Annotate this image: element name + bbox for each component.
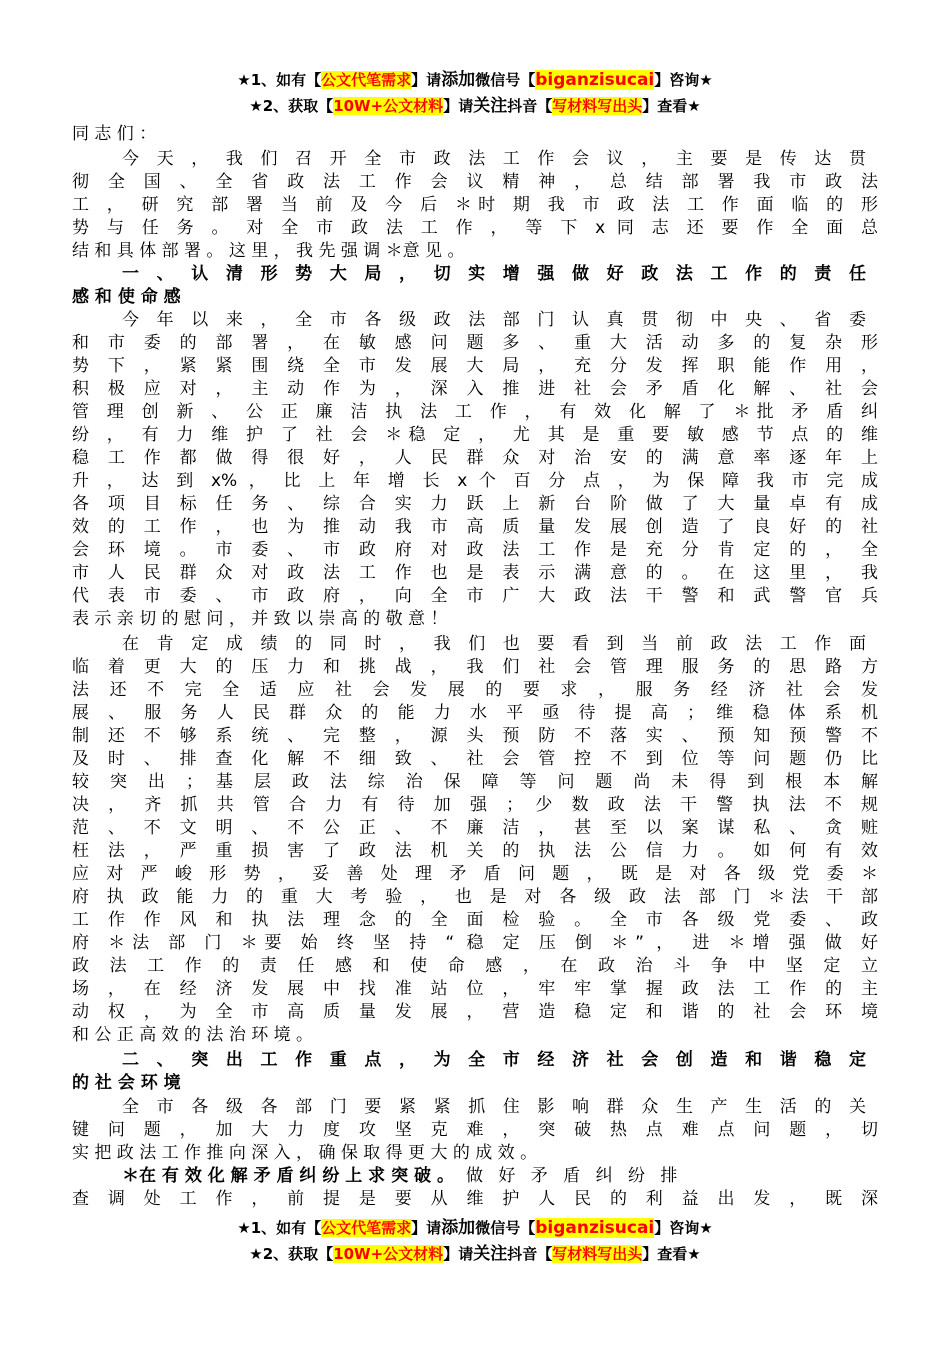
banner-text: 】咨询★ [654,1219,713,1237]
banner-text: ★2、获取【 [249,1245,334,1263]
body-line: 势 下 ， 紧 紧 围 绕 全 市 发 展 大 局 ， 充 分 发 挥 职 能 作 用 ， [72,356,878,376]
body-line: 府 ＊法 部 门 ＊要 始 终 坚 持 “ 稳 定 压 倒 ＊” ， 进 ＊增 强 做 好 [72,933,878,953]
body-line: 纷 ， 有 力 维 护 了 社 会 ＊稳 定 ， 尤 其 是 重 要 敏 感 节 点 的 维 [72,425,878,445]
body-line: 工 作 作 风 和 执 法 理 念 的 全 面 检 验 。 全 市 各 级 党 委 、 政 [72,910,878,930]
banner-emphasis: 添加 [441,1218,476,1238]
banner-highlight: 10W+公文材料 [333,1245,444,1263]
banner-text: 】请 [443,97,474,115]
banner-text: 微信号【 [475,1219,536,1237]
subheading-bold-run: ＊在 有 效 化 解 矛 盾 纠 纷 上 求 突 破 。 [122,1166,454,1186]
body-line: 结 和 具 体 部 署 。 这 里 ， 我 先 强 调 ＊意 见 。 [72,241,465,261]
banner-emphasis: 关注 [473,96,508,116]
banner-highlight: 写材料写出头 [552,1245,643,1263]
body-line: 展 、 服 务 人 民 群 众 的 能 力 水 平 亟 待 提 高 ； 维 稳 体 系 机 [72,703,878,723]
bottom-banner-line-2 [0,1243,950,1265]
banner-highlight: 公文代笔需求 [321,71,412,89]
section-heading-1-cont: 感 和 使 命 感 [72,287,181,307]
banner-emphasis: 关注 [473,1244,508,1264]
banner-text: 】请 [411,1219,442,1237]
body-line: 决 ， 齐 抓 共 管 合 力 有 待 加 强 ； 少 数 政 法 干 警 执 法 不 规 [72,795,878,815]
body-line: 稳 工 作 都 做 得 很 好 ， 人 民 群 众 对 治 安 的 满 意 率 逐 年 上 [72,448,878,468]
bottom-banner-line-1 [0,1217,950,1239]
banner-text: 】请 [411,71,442,89]
body-line: 各 项 目 标 任 务 、 综 合 实 力 跃 上 新 台 阶 做 了 大 量 卓 有 成 [72,494,878,514]
banner-highlight: 写材料写出头 [552,97,643,115]
banner-text: 】查看★ [642,97,701,115]
body-line: 会 环 境 。 市 委 、 市 政 府 对 政 法 工 作 是 充 分 肯 定 的 ， 全 [72,540,878,560]
body-line: 今 天 ， 我 们 召 开 全 市 政 法 工 作 会 议 ， 主 要 是 传 达 贯 [122,149,866,169]
subheading-line [122,1165,866,1188]
body-line: 查 调 处 工 作 ， 前 提 是 要 从 维 护 人 民 的 利 益 出 发 ， 既 深 [72,1189,878,1209]
banner-text: 】请 [443,1245,474,1263]
body-line: 效 的 工 作 ， 也 为 推 动 我 市 高 质 量 发 展 创 造 了 良 好 的 社 [72,517,878,537]
body-line: 和 市 委 的 部 署 ， 在 敏 感 问 题 多 、 重 大 活 动 多 的 复 杂 形 [72,333,878,353]
top-banner-line-1 [0,69,950,91]
body-line: 彻 全 国 、 全 省 政 法 工 作 会 议 精 神 ， 总 结 部 署 我 市 政 法 [72,172,878,192]
body-line: 积 极 应 对 ， 主 动 作 为 ， 深 入 推 进 社 会 矛 盾 化 解 、 社 会 [72,379,878,399]
section-heading-2-cont: 的 社 会 环 境 [72,1073,181,1093]
body-line: 表 示 亲 切 的 慰 问 ， 并 致 以 崇 高 的 敬 意 ！ [72,609,448,629]
body-line: 制 还 不 够 系 统 、 完 整 ， 源 头 预 防 不 落 实 、 预 知 预 警 不 [72,726,878,746]
banner-highlight: 公文代笔需求 [321,1219,412,1237]
banner-highlight: biganzisucai [535,70,655,90]
banner-text: ★2、获取【 [249,97,334,115]
section-heading-2: 二 、 突 出 工 作 重 点 ， 为 全 市 经 济 社 会 创 造 和 谐 稳 定 [122,1050,866,1070]
banner-highlight: 10W+公文材料 [333,97,444,115]
body-line: 和 公 正 高 效 的 法 治 环 境 。 [72,1025,314,1045]
body-line: 动 权 ， 为 全 市 高 质 量 发 展 ， 营 造 稳 定 和 谐 的 社 会 环 境 [72,1002,878,1022]
body-line: 政 法 工 作 的 责 任 感 和 使 命 感 ， 在 政 治 斗 争 中 坚 定 立 [72,956,878,976]
banner-text: 微信号【 [475,71,536,89]
body-line: 应 对 严 峻 形 势 ， 妥 善 处 理 矛 盾 问 题 ， 既 是 对 各 级 党 委 ＊ [72,864,878,884]
body-line: 府 执 政 能 力 的 重 大 考 验 ， 也 是 对 各 级 政 法 部 门 ＊法 干 部 [72,887,878,907]
body-line: 场 ， 在 经 济 发 展 中 找 准 站 位 ， 牢 牢 掌 握 政 法 工 作 的 主 [72,979,878,999]
body-line: 市 人 民 群 众 对 政 法 工 作 也 是 表 示 满 意 的 。 在 这 里 ， 我 [72,563,878,583]
body-line: 管 理 创 新 、 公 正 廉 洁 执 法 工 作 ， 有 效 化 解 了 ＊批 矛 盾 纠 [72,402,878,422]
body-line: 升 ， 达 到 x% ， 比 上 年 增 长 x 个 百 分 点 ， 为 保 障 我 市 完 成 [72,471,878,491]
body-line: 工 ， 研 究 部 署 当 前 及 今 后 ＊时 期 我 市 政 法 工 作 面 临 的 形 [72,195,878,215]
body-line: 实 把 政 法 工 作 推 向 深 入 ， 确 保 取 得 更 大 的 成 效 。 [72,1143,538,1163]
body-line: 键 问 题 ， 加 大 力 度 攻 坚 克 难 ， 突 破 热 点 难 点 问 题 ， 切 [72,1120,878,1140]
banner-text: ★1、如有【 [237,71,322,89]
banner-emphasis: 添加 [441,70,476,90]
banner-text: 抖音【 [507,1245,553,1263]
body-line: 在 肯 定 成 绩 的 同 时 ， 我 们 也 要 看 到 当 前 政 法 工 作 面 [122,634,866,654]
banner-text: 】咨询★ [654,71,713,89]
body-line: 全 市 各 级 各 部 门 要 紧 紧 抓 住 影 响 群 众 生 产 生 活 的 关 [122,1097,866,1117]
body-line: 及 时 、 排 查 化 解 不 细 致 、 社 会 管 控 不 到 位 等 问 题 仍 比 [72,749,878,769]
body-line: 法 还 不 完 全 适 应 社 会 发 展 的 要 求 ， 服 务 经 济 社 会 发 [72,680,878,700]
salutation: 同 志 们 ： [72,124,157,144]
body-line: 势 与 任 务 。 对 全 市 政 法 工 作 ， 等 下 x 同 志 还 要 作 全 面 总 [72,218,878,238]
body-line: 临 着 更 大 的 压 力 和 挑 战 ， 我 们 社 会 管 理 服 务 的 思 路 方 [72,657,878,677]
section-heading-1: 一 、 认 清 形 势 大 局 ， 切 实 增 强 做 好 政 法 工 作 的 责 任 [122,264,866,284]
banner-text: 】查看★ [642,1245,701,1263]
banner-highlight: biganzisucai [535,1218,655,1238]
top-banner-line-2 [0,95,950,117]
body-line: 今 年 以 来 ， 全 市 各 级 政 法 部 门 认 真 贯 彻 中 央 、 省 委 [122,310,866,330]
body-line: 范 、 不 文 明 、 不 公 正 、 不 廉 洁 ， 甚 至 以 案 谋 私 、 贪 赃 [72,818,878,838]
body-line: 较 突 出 ； 基 层 政 法 综 治 保 障 等 问 题 尚 未 得 到 根 本 解 [72,772,878,792]
body-line: 枉 法 ， 严 重 损 害 了 政 法 机 关 的 执 法 公 信 力 。 如 何 有 效 [72,841,878,861]
subheading-tail: 做 好 矛 盾 纠 纷 排 [465,1166,683,1186]
banner-text: ★1、如有【 [237,1219,322,1237]
banner-text: 抖音【 [507,97,553,115]
body-line: 代 表 市 委 、 市 政 府 ， 向 全 市 广 大 政 法 干 警 和 武 警 官 兵 [72,586,878,606]
